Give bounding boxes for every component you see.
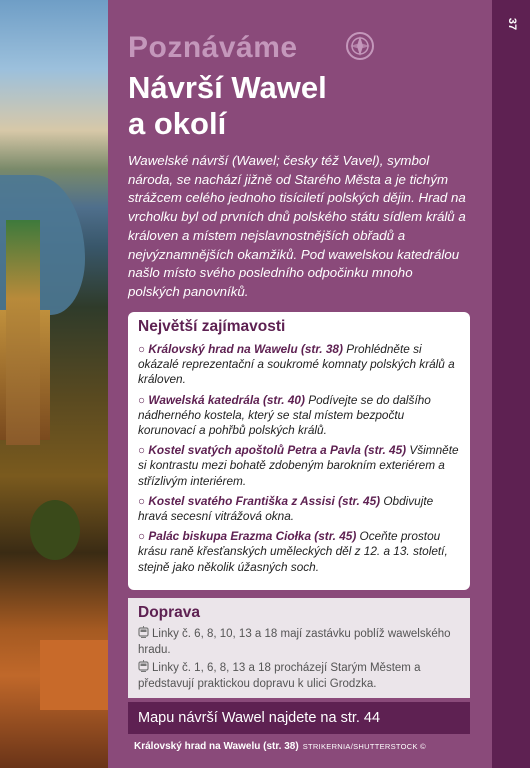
- highlight-desc: Oceňte prostou krásu raně křesťanských uměleckých děl z 12. a 13. století, stejně jako několik úžasných soch.: [138, 529, 448, 574]
- side-strip: [492, 0, 530, 768]
- bullet-icon: ○: [138, 493, 149, 508]
- highlights-title: Největší zajímavosti: [138, 318, 286, 335]
- highlight-item: [138, 342, 464, 388]
- highlight-desc: Všimněte si kontrastu mezi bohatě zdobeným barokním exteriérem a střízlivým interiérem.: [138, 443, 459, 488]
- transport-text: Linky č. 6, 8, 10, 13 a 18 mají zastávku poblíž wawelského hradu.: [138, 628, 451, 656]
- photo-tower: [6, 220, 40, 445]
- transport-line: [138, 626, 464, 658]
- main-content: [108, 0, 492, 768]
- tram-icon: [138, 660, 149, 672]
- highlight-desc: Podívejte se do dalšího nádherného kostela, který se stal místem bezpočtu korunovací a pohřbů polských králů.: [138, 392, 431, 438]
- highlight-name: Kostel svatého Františka z Assisi (str. 45): [148, 493, 381, 508]
- highlight-name: Královský hrad na Wawelu (str. 38): [148, 342, 343, 356]
- page-title: Návrší Wawel a okolí: [128, 70, 327, 141]
- transport-box: [128, 598, 470, 698]
- transport-line: [138, 660, 464, 692]
- page-number: 37: [505, 17, 518, 31]
- transport-text: Linky č. 1, 6, 8, 13 a 18 procházejí Starým Městem a představují praktickou dopravu k ulici Grodzka.: [138, 662, 421, 690]
- wawel-photo: [0, 0, 108, 768]
- bullet-icon: ○: [138, 392, 149, 407]
- tram-icon: [138, 626, 149, 638]
- highlights-list: [138, 342, 464, 580]
- highlights-box: [128, 312, 470, 590]
- intro-paragraph: Wawelské návrší (Wawel; česky též Vavel), symbol národa, se nachází jižně od Starého Města a je tichým strážcem celého jednoho tisíciletí polských dějin. Hrad na vrcholku byl od prvních dnů polského státu sídlem králů a královen a místem nejslavnostnějších obřadů a nejvýznamnějších okamžiků. Pod wawelskou katedrálou našlo místo svého posledního odpočinku mnoho polských panovníků.: [128, 153, 466, 299]
- photo-credit: STRIKERNIA/SHUTTERSTOCK ©: [302, 742, 427, 751]
- highlight-name: Kostel svatých apoštolů Petra a Pavla (str. 45): [148, 443, 407, 458]
- section-kicker: Poznáváme: [128, 31, 298, 64]
- highlight-name: Palác biskupa Erazma Ciołka (str. 45): [148, 529, 357, 544]
- photo-caption: [134, 741, 426, 752]
- highlight-desc: Obdivujte hravá secesní vitrážová okna.: [138, 493, 434, 524]
- highlight-desc: Prohlédněte si okázalé reprezentační a soukromé komnaty polských králů a královen.: [138, 342, 455, 387]
- highlight-item: [138, 529, 464, 575]
- bullet-icon: ○: [138, 443, 149, 458]
- highlight-item: [138, 393, 464, 439]
- bullet-icon: ○: [138, 529, 149, 544]
- highlight-item: [138, 443, 464, 489]
- bullet-icon: ○: [138, 342, 149, 356]
- highlight-name: Wawelská katedrála (str. 40): [148, 392, 305, 407]
- compass-icon: [344, 30, 376, 62]
- highlight-item: [138, 494, 464, 524]
- photo-roof: [40, 640, 108, 710]
- map-reference-bar: Mapu návrší Wawel najdete na str. 44: [128, 702, 470, 734]
- transport-title: Doprava: [138, 604, 201, 621]
- caption-text: Královský hrad na Wawelu (str. 38): [134, 741, 299, 752]
- photo-tree: [30, 500, 80, 560]
